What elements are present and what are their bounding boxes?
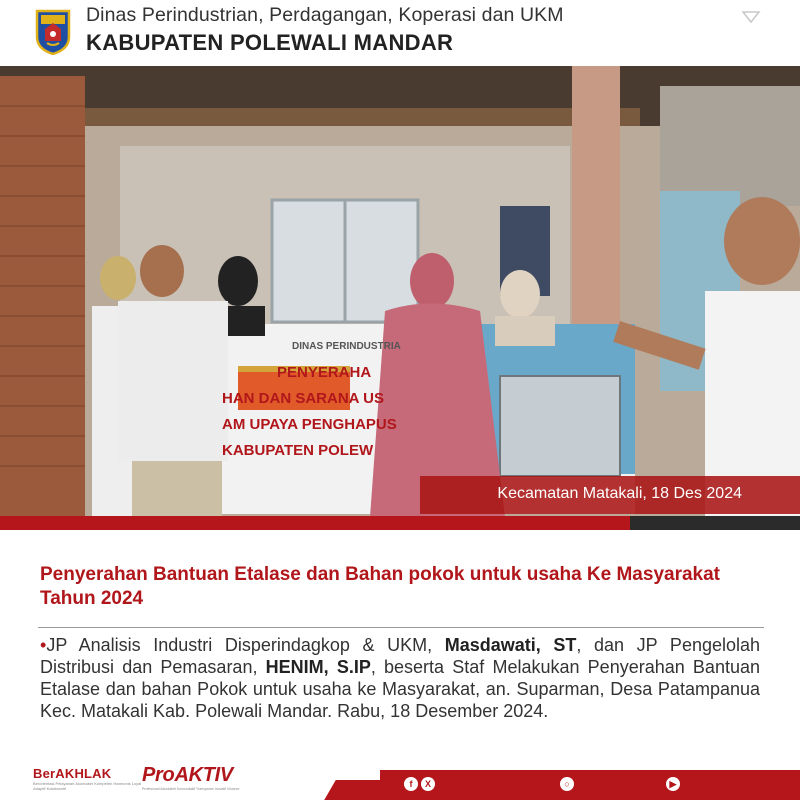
regency-name: KABUPATEN POLEWALI MANDAR bbox=[86, 30, 454, 55]
chevron-down-icon bbox=[741, 10, 761, 24]
proaktiv-logo bbox=[142, 764, 262, 791]
bullet: • bbox=[40, 635, 47, 655]
banner-line: AM UPAYA PENGHAPUS bbox=[222, 416, 397, 433]
banner-line: KABUPATEN POLEW bbox=[222, 442, 374, 459]
proaktiv-subtext: Profesional Akuntabel Komunikatif Transparan Inovatif Visioner bbox=[142, 787, 240, 791]
header bbox=[0, 0, 800, 66]
berakhlak-logo bbox=[33, 766, 143, 791]
body-text-1: JP Analisis Industri Disperindagkop & UKM, bbox=[46, 635, 445, 655]
berakhlak-text: BerAKHLAK bbox=[33, 766, 112, 781]
youtube-icon[interactable]: ▶ bbox=[666, 777, 680, 791]
banner-line: PENYERAHA bbox=[277, 364, 372, 381]
banner-line: HAN DAN SARANA US bbox=[222, 390, 384, 407]
berakhlak-subtext: Berorientasi Pelayanan Akuntabel Kompeten Harmonis Loyal Adaptif Kolaboratif bbox=[33, 781, 142, 791]
regency-logo bbox=[33, 7, 73, 55]
event-photo bbox=[0, 66, 800, 517]
banner-text bbox=[222, 334, 482, 464]
red-strip bbox=[0, 516, 630, 530]
facebook-icon[interactable]: f bbox=[404, 777, 418, 791]
photo-caption: Kecamatan Matakali, 18 Des 2024 bbox=[497, 485, 742, 502]
article-body bbox=[40, 634, 760, 722]
banner-line: DINAS PERINDUSTRIA bbox=[292, 341, 401, 352]
dark-strip bbox=[630, 516, 800, 530]
article-title: Penyerahan Bantuan Etalase dan Bahan pokok untuk usaha Ke Masyarakat Tahun 2024 bbox=[40, 564, 721, 609]
proaktiv-text: ProAKTIV bbox=[142, 764, 233, 786]
photo-caption-bar bbox=[420, 476, 800, 514]
divider bbox=[38, 627, 764, 628]
x-icon[interactable]: X bbox=[421, 777, 435, 791]
instagram-icon[interactable]: ○ bbox=[560, 777, 574, 791]
footer-bar bbox=[380, 770, 800, 800]
person-name-1: Masdawati, ST bbox=[444, 635, 577, 655]
agency-name: Dinas Perindustrian, Perdagangan, Koperasi dan UKM bbox=[86, 4, 564, 26]
body-text-3: , beserta Staf Melakukan Penyerahan Bantuan Etalase dan bahan Pokok untuk usaha ke Masyarakat, an. Suparman, Desa Patampanua Kec. Matakali Kab. Polewali Mandar. Rabu, 18 Desember 2024. bbox=[40, 657, 760, 721]
body-text-2: , dan JP Pengelolah Distribusi dan Pemasaran, bbox=[40, 635, 761, 677]
person-name-2: HENIM, S.IP bbox=[265, 657, 371, 677]
